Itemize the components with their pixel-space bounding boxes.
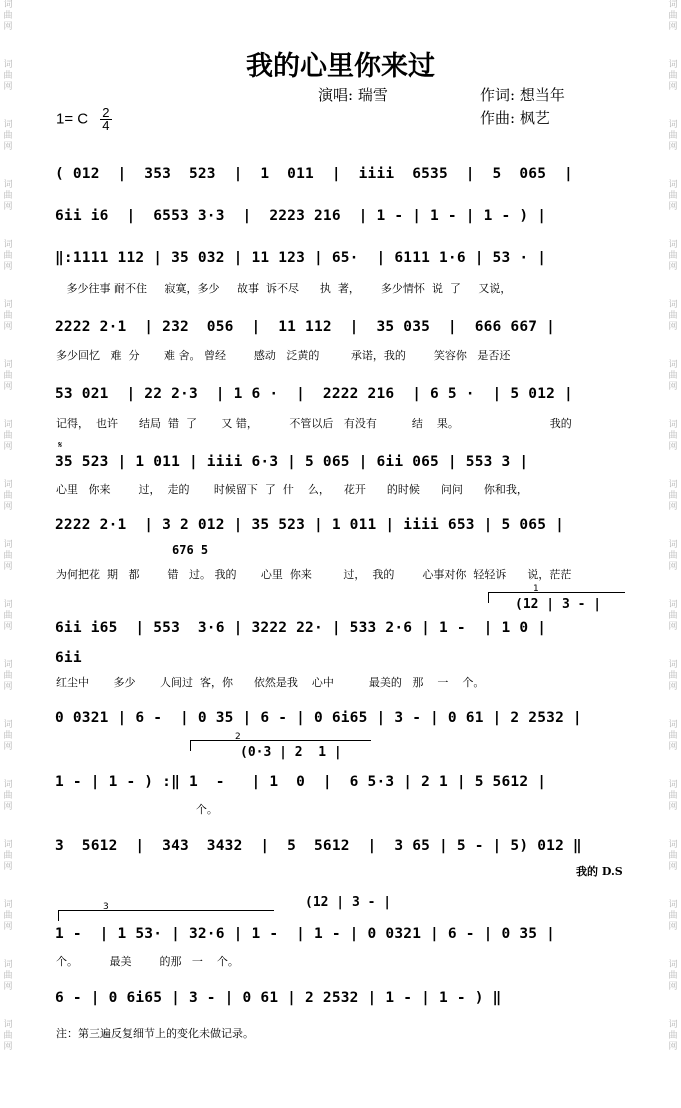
watermark-char: 词: [668, 660, 678, 670]
watermark-char: 网: [3, 802, 13, 812]
watermark-char: 网: [668, 382, 678, 392]
watermark-char: 网: [3, 502, 13, 512]
watermark-char: 曲: [3, 251, 13, 261]
watermark-char: 曲: [668, 731, 678, 741]
watermark-mark: [668, 540, 677, 573]
watermark-mark: [3, 360, 12, 393]
watermark-char: 词: [3, 600, 13, 610]
ds-marking: 我的 D.S: [576, 865, 623, 878]
watermark-mark: [3, 300, 12, 333]
watermark-char: 曲: [668, 851, 678, 861]
watermark-char: 词: [668, 1020, 678, 1030]
watermark-char: 曲: [3, 1031, 13, 1041]
watermark-mark: [668, 180, 677, 213]
watermark-char: 词: [668, 60, 678, 70]
watermark-char: 网: [668, 622, 678, 632]
watermark-mark: [668, 720, 677, 753]
watermark-mark: [3, 0, 12, 33]
watermark-char: 词: [3, 1020, 13, 1030]
lyricist-credit: 作词: 想当年: [480, 86, 565, 104]
watermark-char: 曲: [3, 131, 13, 141]
watermark-char: 曲: [668, 971, 678, 981]
notation-line-10: 1 - | 1 - ) :‖ 1 - | 1 0 | 6 5·3 | 2 1 | 5 5612 |: [55, 774, 547, 790]
watermark-char: 网: [668, 682, 678, 692]
watermark-char: 曲: [3, 791, 13, 801]
watermark-char: 词: [668, 360, 678, 370]
watermark-char: 曲: [3, 911, 13, 921]
song-title: 我的心里你来过: [246, 51, 435, 82]
watermark-mark: [668, 240, 677, 273]
volta-label-2: 2: [235, 732, 241, 742]
segno-icon: 𝄋: [58, 440, 63, 451]
time-signature-bottom: 4: [102, 118, 110, 133]
watermark-char: 网: [668, 82, 678, 92]
watermark-char: 曲: [668, 551, 678, 561]
watermark-mark: [3, 600, 12, 633]
notation-line-12: 1 - | 1 53· | 32·6 | 1 - | 1 - | 0 0321 | 6 - | 0 35 |: [55, 926, 556, 942]
watermark-mark: [668, 840, 677, 873]
watermark-char: 曲: [668, 311, 678, 321]
watermark-char: 曲: [3, 551, 13, 561]
key-signature: [56, 107, 112, 132]
watermark-char: 网: [3, 262, 13, 272]
watermark-mark: [3, 420, 12, 453]
watermark-char: 词: [3, 720, 13, 730]
watermark-mark: [668, 900, 677, 933]
notation-line-11: 3 5612 | 343 3432 | 5 5612 | 3 65 | 5 - | 5) 012 ‖: [55, 838, 582, 854]
watermark-char: 曲: [3, 311, 13, 321]
watermark-char: 词: [3, 780, 13, 790]
watermark-char: 网: [668, 742, 678, 752]
lyric-line-3: 多少往事 耐不住 寂寞，多少 故事 诉不尽 执 著， 多少情怀 说 了 又说，: [56, 282, 512, 295]
notation-line-8: 6ii i65 | 553 3·6 | 3222 22· | 533 2·6 | 1 - | 1 0 |: [55, 620, 547, 636]
notation-line-5: 53 021 | 22 2·3 | 1 6 · | 2222 216 | 6 5 · | 5 012 |: [55, 386, 573, 402]
watermark-char: 曲: [668, 431, 678, 441]
watermark-char: 词: [668, 180, 678, 190]
watermark-char: 曲: [3, 11, 13, 21]
watermark-char: 网: [3, 1042, 13, 1052]
lyric-line-8: 红尘中 多少 人间过 客，你 依然是我 心中 最美的 那 一 个。: [56, 676, 485, 689]
volta-notes-1: (12 | 3 - |: [515, 597, 602, 612]
watermark-char: 词: [3, 900, 13, 910]
key-label: 1= C: [56, 110, 89, 128]
watermark-mark: [3, 480, 12, 513]
volta-notes-3: (12 | 3 - |: [305, 895, 392, 910]
watermark-char: 曲: [668, 491, 678, 501]
watermark-mark: [668, 300, 677, 333]
watermark-char: 词: [3, 180, 13, 190]
watermark-mark: [3, 900, 12, 933]
footnote: 注：第三遍反复细节上的变化未做记录。: [56, 1027, 254, 1040]
watermark-mark: [3, 960, 12, 993]
watermark-char: 网: [3, 442, 13, 452]
watermark-char: 网: [668, 262, 678, 272]
watermark-char: 曲: [3, 491, 13, 501]
watermark-char: 网: [668, 442, 678, 452]
watermark-char: 词: [668, 240, 678, 250]
watermark-char: 网: [3, 382, 13, 392]
watermark-mark: [668, 360, 677, 393]
watermark-char: 曲: [668, 251, 678, 261]
time-signature-top: 2: [102, 105, 110, 120]
watermark-char: 网: [668, 202, 678, 212]
notation-line-13: 6 - | 0 6i65 | 3 - | 0 61 | 2 2532 | 1 - | 1 - ) ‖: [55, 990, 502, 1006]
volta-label-1: 1: [533, 584, 539, 594]
watermark-char: 词: [668, 780, 678, 790]
watermark-char: 曲: [668, 611, 678, 621]
watermark-char: 曲: [3, 371, 13, 381]
watermark-mark: [668, 780, 677, 813]
watermark-char: 网: [3, 322, 13, 332]
watermark-char: 词: [668, 840, 678, 850]
watermark-mark: [3, 180, 12, 213]
watermark-char: 词: [3, 480, 13, 490]
watermark-char: 曲: [668, 371, 678, 381]
notation-line-3: ‖:1111 112 | 35 032 | 11 123 | 65· | 6111 1·6 | 53 · |: [55, 250, 547, 266]
lyric-line-12: 个。 最美 的那 一 个。: [56, 955, 239, 968]
watermark-char: 词: [668, 300, 678, 310]
watermark-char: 词: [3, 840, 13, 850]
watermark-mark: [668, 0, 677, 33]
watermark-mark: [668, 960, 677, 993]
volta-bracket-3: [58, 902, 274, 921]
volta-notes-2: (0·3 | 2 1 |: [240, 745, 342, 760]
watermark-mark: [3, 1020, 12, 1053]
watermark-char: 词: [3, 120, 13, 130]
watermark-mark: [3, 120, 12, 153]
watermark-char: 网: [668, 562, 678, 572]
watermark-char: 网: [3, 922, 13, 932]
watermark-char: 网: [3, 22, 13, 32]
watermark-char: 曲: [668, 911, 678, 921]
watermark-char: 曲: [668, 791, 678, 801]
watermark-char: 曲: [3, 671, 13, 681]
watermark-char: 词: [3, 300, 13, 310]
lyric-line-6: 心里 你来 过， 走的 时候留下 了 什 么， 花开 的时候 问问 你和我，: [56, 483, 528, 496]
watermark-char: 网: [668, 802, 678, 812]
lyric-line-10: 个。: [56, 803, 218, 816]
watermark-char: 曲: [668, 671, 678, 681]
time-signature: [100, 107, 111, 132]
watermark-char: 网: [3, 862, 13, 872]
notation-line-7: 2222 2·1 | 3 2 012 | 35 523 | 1 011 | iiii 653 | 5 065 |: [55, 517, 564, 533]
watermark-mark: [668, 1020, 677, 1053]
watermark-char: 网: [3, 982, 13, 992]
alt-notes-line-7: 676 5: [172, 543, 209, 557]
watermark-char: 网: [3, 562, 13, 572]
watermark-mark: [3, 780, 12, 813]
watermark-mark: [668, 420, 677, 453]
lyric-line-5: 记得， 也许 结局 错 了 又 错， 不管以后 有没有 结 果。 我的: [56, 417, 572, 430]
watermark-char: 词: [668, 720, 678, 730]
watermark-mark: [3, 660, 12, 693]
watermark-char: 词: [668, 540, 678, 550]
watermark-mark: [3, 240, 12, 273]
notation-line-1: ( 012 | 353 523 | 1 011 | iiii 6535 | 5 065 |: [55, 166, 573, 182]
watermark-char: 网: [668, 982, 678, 992]
watermark-mark: [3, 720, 12, 753]
notation-line-2: 6ii i6 | 6553 3·3 | 2223 216 | 1 - | 1 - | 1 - ) |: [55, 208, 547, 224]
watermark-char: 网: [3, 742, 13, 752]
watermark-char: 曲: [3, 431, 13, 441]
watermark-char: 曲: [668, 1031, 678, 1041]
composer-credit: 作曲: 枫艺: [480, 109, 550, 127]
watermark-char: 词: [668, 600, 678, 610]
watermark-char: 网: [3, 622, 13, 632]
watermark-char: 词: [668, 0, 678, 10]
watermark-column-left: [0, 0, 16, 1108]
watermark-mark: [668, 480, 677, 513]
notation-line-4: 2222 2·1 | 232 056 | 11 112 | 35 035 | 666 667 |: [55, 319, 556, 335]
watermark-char: 词: [668, 900, 678, 910]
watermark-mark: [668, 600, 677, 633]
watermark-char: 词: [668, 120, 678, 130]
watermark-char: 网: [3, 142, 13, 152]
watermark-char: 曲: [3, 611, 13, 621]
watermark-char: 词: [3, 960, 13, 970]
singer-credit: 演唱: 瑞雪: [318, 86, 388, 104]
watermark-mark: [668, 660, 677, 693]
watermark-char: 词: [668, 960, 678, 970]
watermark-char: 词: [668, 480, 678, 490]
watermark-char: 词: [3, 360, 13, 370]
watermark-char: 网: [668, 142, 678, 152]
watermark-mark: [3, 840, 12, 873]
watermark-char: 网: [668, 922, 678, 932]
watermark-char: 词: [668, 420, 678, 430]
lyric-line-4: 多少回忆 难 分 难 舍。 曾经 感动 泛黄的 承诺，我的 笑容你 是否还: [56, 349, 511, 362]
watermark-char: 网: [668, 862, 678, 872]
watermark-char: 词: [3, 0, 13, 10]
watermark-char: 曲: [668, 191, 678, 201]
lyric-line-7: 为何把花 期 都 错 过。 我的 心里 你来 过， 我的 心事对你 轻轻诉 说，茫茫: [56, 568, 572, 581]
notation-line-9: 0 0321 | 6 - | 0 35 | 6 - | 0 6i65 | 3 - | 0 61 | 2 2532 |: [55, 710, 582, 726]
watermark-char: 网: [668, 22, 678, 32]
watermark-char: 词: [3, 660, 13, 670]
watermark-char: 词: [3, 540, 13, 550]
watermark-char: 网: [3, 682, 13, 692]
watermark-char: 网: [3, 202, 13, 212]
watermark-mark: [3, 540, 12, 573]
watermark-char: 曲: [668, 11, 678, 21]
watermark-char: 曲: [3, 851, 13, 861]
watermark-char: 网: [668, 322, 678, 332]
watermark-char: 曲: [3, 731, 13, 741]
volta-label-3: 3: [103, 902, 109, 912]
watermark-char: 网: [668, 1042, 678, 1052]
watermark-char: 曲: [668, 131, 678, 141]
watermark-char: 曲: [668, 71, 678, 81]
watermark-char: 曲: [3, 71, 13, 81]
watermark-char: 网: [668, 502, 678, 512]
watermark-char: 网: [3, 82, 13, 92]
alt-notes-line-8: 6ii: [55, 650, 82, 666]
watermark-mark: [668, 120, 677, 153]
watermark-column-right: [665, 0, 681, 1108]
watermark-char: 词: [3, 420, 13, 430]
watermark-char: 词: [3, 240, 13, 250]
watermark-char: 词: [3, 60, 13, 70]
watermark-char: 曲: [3, 971, 13, 981]
watermark-char: 曲: [3, 191, 13, 201]
notation-line-6: 35 523 | 1 011 | iiii 6·3 | 5 065 | 6ii 065 | 553 3 |: [55, 454, 529, 470]
